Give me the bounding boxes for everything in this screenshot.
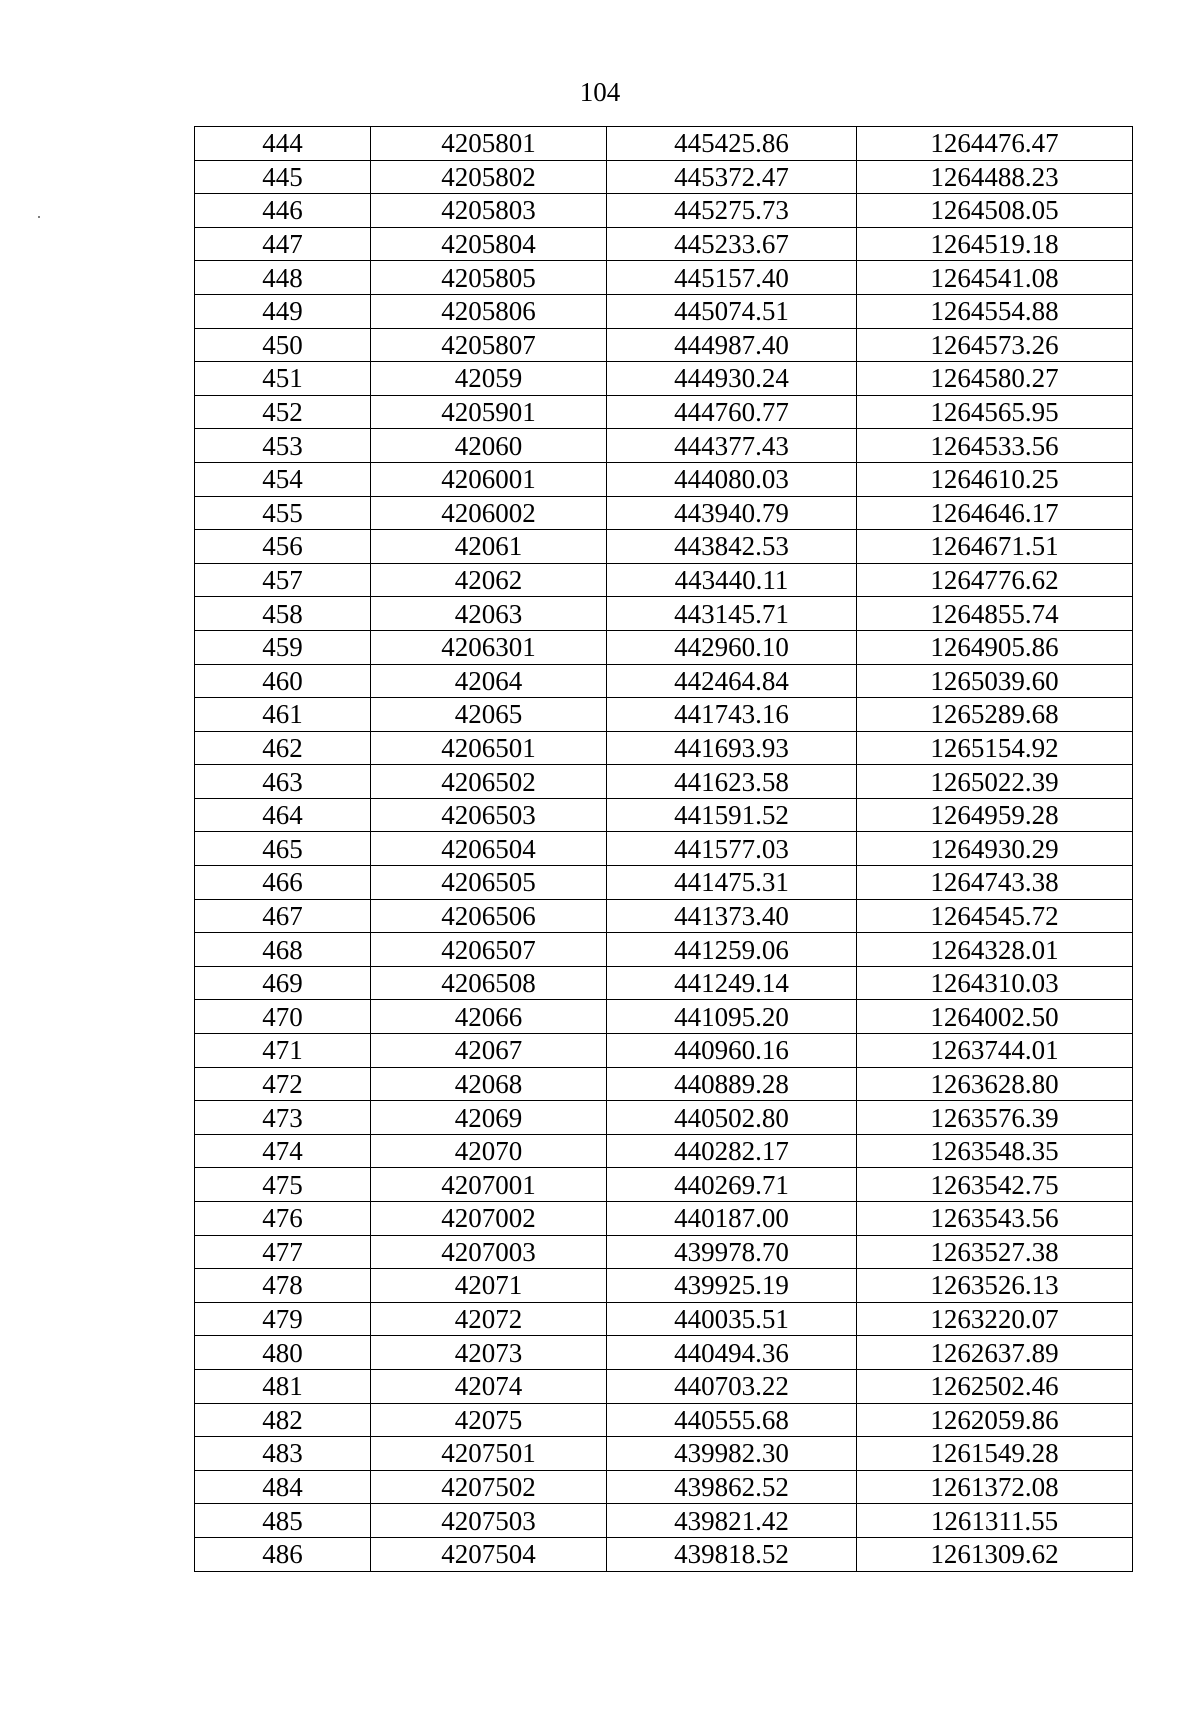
x-coordinate-cell: 443842.53 (607, 530, 857, 564)
table-row (195, 496, 1133, 530)
row-index-cell: 462 (195, 731, 371, 765)
row-index-cell: 450 (195, 328, 371, 362)
table-row (195, 127, 1133, 161)
x-coordinate-cell: 445157.40 (607, 261, 857, 295)
y-coordinate-cell: 1265022.39 (857, 765, 1133, 799)
table-row (195, 1134, 1133, 1168)
y-coordinate-cell: 1264541.08 (857, 261, 1133, 295)
y-coordinate-cell: 1263220.07 (857, 1302, 1133, 1336)
point-id-cell: 42059 (371, 362, 607, 396)
point-id-cell: 4205804 (371, 227, 607, 261)
point-id-cell: 4205805 (371, 261, 607, 295)
point-id-cell: 4207002 (371, 1202, 607, 1236)
point-id-cell: 4206001 (371, 462, 607, 496)
row-index-cell: 478 (195, 1269, 371, 1303)
y-coordinate-cell: 1263628.80 (857, 1067, 1133, 1101)
row-index-cell: 481 (195, 1369, 371, 1403)
row-index-cell: 452 (195, 395, 371, 429)
point-id-cell: 42070 (371, 1134, 607, 1168)
point-id-cell: 4206508 (371, 966, 607, 1000)
row-index-cell: 473 (195, 1101, 371, 1135)
y-coordinate-cell: 1264580.27 (857, 362, 1133, 396)
x-coordinate-cell: 440889.28 (607, 1067, 857, 1101)
point-id-cell: 4207504 (371, 1537, 607, 1571)
table-row (195, 261, 1133, 295)
table-row (195, 462, 1133, 496)
x-coordinate-cell: 444930.24 (607, 362, 857, 396)
y-coordinate-cell: 1264533.56 (857, 429, 1133, 463)
x-coordinate-cell: 440555.68 (607, 1403, 857, 1437)
x-coordinate-cell: 441475.31 (607, 866, 857, 900)
row-index-cell: 445 (195, 160, 371, 194)
x-coordinate-cell: 440960.16 (607, 1034, 857, 1068)
point-id-cell: 4207003 (371, 1235, 607, 1269)
x-coordinate-cell: 441591.52 (607, 798, 857, 832)
y-coordinate-cell: 1264002.50 (857, 1000, 1133, 1034)
row-index-cell: 447 (195, 227, 371, 261)
point-id-cell: 4206507 (371, 933, 607, 967)
x-coordinate-cell: 439978.70 (607, 1235, 857, 1269)
table-row (195, 731, 1133, 765)
row-index-cell: 484 (195, 1470, 371, 1504)
x-coordinate-cell: 440269.71 (607, 1168, 857, 1202)
coordinates-table-body (195, 127, 1133, 1572)
row-index-cell: 448 (195, 261, 371, 295)
x-coordinate-cell: 440187.00 (607, 1202, 857, 1236)
y-coordinate-cell: 1264855.74 (857, 597, 1133, 631)
x-coordinate-cell: 440035.51 (607, 1302, 857, 1336)
table-row (195, 1202, 1133, 1236)
row-index-cell: 465 (195, 832, 371, 866)
point-id-cell: 42064 (371, 664, 607, 698)
x-coordinate-cell: 439821.42 (607, 1504, 857, 1538)
table-row (195, 664, 1133, 698)
x-coordinate-cell: 441693.93 (607, 731, 857, 765)
row-index-cell: 485 (195, 1504, 371, 1538)
row-index-cell: 456 (195, 530, 371, 564)
table-row (195, 1403, 1133, 1437)
row-index-cell: 466 (195, 866, 371, 900)
table-row (195, 1101, 1133, 1135)
row-index-cell: 458 (195, 597, 371, 631)
table-row (195, 1537, 1133, 1571)
y-coordinate-cell: 1264646.17 (857, 496, 1133, 530)
x-coordinate-cell: 445074.51 (607, 294, 857, 328)
table-row (195, 597, 1133, 631)
x-coordinate-cell: 445275.73 (607, 194, 857, 228)
x-coordinate-cell: 439925.19 (607, 1269, 857, 1303)
y-coordinate-cell: 1263543.56 (857, 1202, 1133, 1236)
point-id-cell: 42062 (371, 563, 607, 597)
table-row (195, 1504, 1133, 1538)
table-row (195, 294, 1133, 328)
y-coordinate-cell: 1263542.75 (857, 1168, 1133, 1202)
row-index-cell: 451 (195, 362, 371, 396)
point-id-cell: 4205801 (371, 127, 607, 161)
table-row (195, 1470, 1133, 1504)
point-id-cell: 4206505 (371, 866, 607, 900)
y-coordinate-cell: 1262059.86 (857, 1403, 1133, 1437)
row-index-cell: 453 (195, 429, 371, 463)
row-index-cell: 467 (195, 899, 371, 933)
table-row (195, 832, 1133, 866)
point-id-cell: 4205807 (371, 328, 607, 362)
point-id-cell: 4207501 (371, 1437, 607, 1471)
y-coordinate-cell: 1263576.39 (857, 1101, 1133, 1135)
table-row (195, 798, 1133, 832)
x-coordinate-cell: 439982.30 (607, 1437, 857, 1471)
x-coordinate-cell: 441577.03 (607, 832, 857, 866)
table-row (195, 362, 1133, 396)
y-coordinate-cell: 1264310.03 (857, 966, 1133, 1000)
x-coordinate-cell: 444080.03 (607, 462, 857, 496)
row-index-cell: 477 (195, 1235, 371, 1269)
y-coordinate-cell: 1265154.92 (857, 731, 1133, 765)
row-index-cell: 483 (195, 1437, 371, 1471)
x-coordinate-cell: 443940.79 (607, 496, 857, 530)
y-coordinate-cell: 1261549.28 (857, 1437, 1133, 1471)
table-row (195, 866, 1133, 900)
row-index-cell: 475 (195, 1168, 371, 1202)
point-id-cell: 42071 (371, 1269, 607, 1303)
table-row (195, 698, 1133, 732)
point-id-cell: 4206502 (371, 765, 607, 799)
y-coordinate-cell: 1264776.62 (857, 563, 1133, 597)
table-row (195, 227, 1133, 261)
y-coordinate-cell: 1264508.05 (857, 194, 1133, 228)
table-row (195, 966, 1133, 1000)
y-coordinate-cell: 1263744.01 (857, 1034, 1133, 1068)
point-id-cell: 4206501 (371, 731, 607, 765)
point-id-cell: 4206504 (371, 832, 607, 866)
x-coordinate-cell: 445425.86 (607, 127, 857, 161)
point-id-cell: 42068 (371, 1067, 607, 1101)
table-row (195, 1302, 1133, 1336)
point-id-cell: 42061 (371, 530, 607, 564)
row-index-cell: 444 (195, 127, 371, 161)
coordinates-table (194, 126, 1133, 1572)
point-id-cell: 4206506 (371, 899, 607, 933)
table-row (195, 765, 1133, 799)
table-row (195, 328, 1133, 362)
x-coordinate-cell: 442960.10 (607, 630, 857, 664)
point-id-cell: 4205802 (371, 160, 607, 194)
row-index-cell: 459 (195, 630, 371, 664)
point-id-cell: 4207502 (371, 1470, 607, 1504)
y-coordinate-cell: 1264905.86 (857, 630, 1133, 664)
x-coordinate-cell: 441259.06 (607, 933, 857, 967)
point-id-cell: 42072 (371, 1302, 607, 1336)
point-id-cell: 42075 (371, 1403, 607, 1437)
table-row (195, 1336, 1133, 1370)
point-id-cell: 4206301 (371, 630, 607, 664)
table-row (195, 429, 1133, 463)
table-row (195, 160, 1133, 194)
row-index-cell: 474 (195, 1134, 371, 1168)
x-coordinate-cell: 444987.40 (607, 328, 857, 362)
table-row (195, 1437, 1133, 1471)
table-row (195, 899, 1133, 933)
table-row (195, 1235, 1133, 1269)
y-coordinate-cell: 1264519.18 (857, 227, 1133, 261)
y-coordinate-cell: 1264565.95 (857, 395, 1133, 429)
table-row (195, 194, 1133, 228)
row-index-cell: 454 (195, 462, 371, 496)
row-index-cell: 446 (195, 194, 371, 228)
point-id-cell: 42063 (371, 597, 607, 631)
point-id-cell: 42069 (371, 1101, 607, 1135)
row-index-cell: 460 (195, 664, 371, 698)
x-coordinate-cell: 441249.14 (607, 966, 857, 1000)
point-id-cell: 4207503 (371, 1504, 607, 1538)
row-index-cell: 480 (195, 1336, 371, 1370)
y-coordinate-cell: 1263548.35 (857, 1134, 1133, 1168)
x-coordinate-cell: 444377.43 (607, 429, 857, 463)
point-id-cell: 4206503 (371, 798, 607, 832)
y-coordinate-cell: 1264554.88 (857, 294, 1133, 328)
y-coordinate-cell: 1264573.26 (857, 328, 1133, 362)
row-index-cell: 463 (195, 765, 371, 799)
x-coordinate-cell: 439818.52 (607, 1537, 857, 1571)
point-id-cell: 42073 (371, 1336, 607, 1370)
point-id-cell: 42065 (371, 698, 607, 732)
row-index-cell: 464 (195, 798, 371, 832)
x-coordinate-cell: 445233.67 (607, 227, 857, 261)
y-coordinate-cell: 1265039.60 (857, 664, 1133, 698)
y-coordinate-cell: 1261309.62 (857, 1537, 1133, 1571)
row-index-cell: 476 (195, 1202, 371, 1236)
y-coordinate-cell: 1262637.89 (857, 1336, 1133, 1370)
page-number: 104 (579, 77, 621, 107)
point-id-cell: 42074 (371, 1369, 607, 1403)
scan-speck (38, 216, 40, 218)
x-coordinate-cell: 444760.77 (607, 395, 857, 429)
y-coordinate-cell: 1263526.13 (857, 1269, 1133, 1303)
x-coordinate-cell: 440494.36 (607, 1336, 857, 1370)
point-id-cell: 42060 (371, 429, 607, 463)
row-index-cell: 455 (195, 496, 371, 530)
y-coordinate-cell: 1264610.25 (857, 462, 1133, 496)
x-coordinate-cell: 443145.71 (607, 597, 857, 631)
x-coordinate-cell: 441373.40 (607, 899, 857, 933)
point-id-cell: 4205806 (371, 294, 607, 328)
table-row (195, 1269, 1133, 1303)
row-index-cell: 470 (195, 1000, 371, 1034)
table-row (195, 1000, 1133, 1034)
point-id-cell: 4205803 (371, 194, 607, 228)
point-id-cell: 42066 (371, 1000, 607, 1034)
x-coordinate-cell: 441095.20 (607, 1000, 857, 1034)
point-id-cell: 4205901 (371, 395, 607, 429)
row-index-cell: 469 (195, 966, 371, 1000)
x-coordinate-cell: 443440.11 (607, 563, 857, 597)
point-id-cell: 4206002 (371, 496, 607, 530)
row-index-cell: 479 (195, 1302, 371, 1336)
x-coordinate-cell: 440282.17 (607, 1134, 857, 1168)
row-index-cell: 461 (195, 698, 371, 732)
table-row (195, 1369, 1133, 1403)
table-row (195, 1067, 1133, 1101)
x-coordinate-cell: 445372.47 (607, 160, 857, 194)
y-coordinate-cell: 1264476.47 (857, 127, 1133, 161)
table-row (195, 1034, 1133, 1068)
y-coordinate-cell: 1261372.08 (857, 1470, 1133, 1504)
x-coordinate-cell: 442464.84 (607, 664, 857, 698)
y-coordinate-cell: 1264959.28 (857, 798, 1133, 832)
y-coordinate-cell: 1264488.23 (857, 160, 1133, 194)
x-coordinate-cell: 439862.52 (607, 1470, 857, 1504)
x-coordinate-cell: 441623.58 (607, 765, 857, 799)
y-coordinate-cell: 1264545.72 (857, 899, 1133, 933)
table-row (195, 530, 1133, 564)
point-id-cell: 4207001 (371, 1168, 607, 1202)
point-id-cell: 42067 (371, 1034, 607, 1068)
y-coordinate-cell: 1263527.38 (857, 1235, 1133, 1269)
y-coordinate-cell: 1262502.46 (857, 1369, 1133, 1403)
row-index-cell: 449 (195, 294, 371, 328)
y-coordinate-cell: 1264743.38 (857, 866, 1133, 900)
table-row (195, 395, 1133, 429)
x-coordinate-cell: 440703.22 (607, 1369, 857, 1403)
y-coordinate-cell: 1261311.55 (857, 1504, 1133, 1538)
table-row (195, 933, 1133, 967)
row-index-cell: 486 (195, 1537, 371, 1571)
y-coordinate-cell: 1265289.68 (857, 698, 1133, 732)
row-index-cell: 468 (195, 933, 371, 967)
table-row (195, 563, 1133, 597)
table-row (195, 1168, 1133, 1202)
y-coordinate-cell: 1264671.51 (857, 530, 1133, 564)
y-coordinate-cell: 1264328.01 (857, 933, 1133, 967)
y-coordinate-cell: 1264930.29 (857, 832, 1133, 866)
row-index-cell: 457 (195, 563, 371, 597)
row-index-cell: 482 (195, 1403, 371, 1437)
row-index-cell: 472 (195, 1067, 371, 1101)
x-coordinate-cell: 440502.80 (607, 1101, 857, 1135)
x-coordinate-cell: 441743.16 (607, 698, 857, 732)
table-row (195, 630, 1133, 664)
row-index-cell: 471 (195, 1034, 371, 1068)
